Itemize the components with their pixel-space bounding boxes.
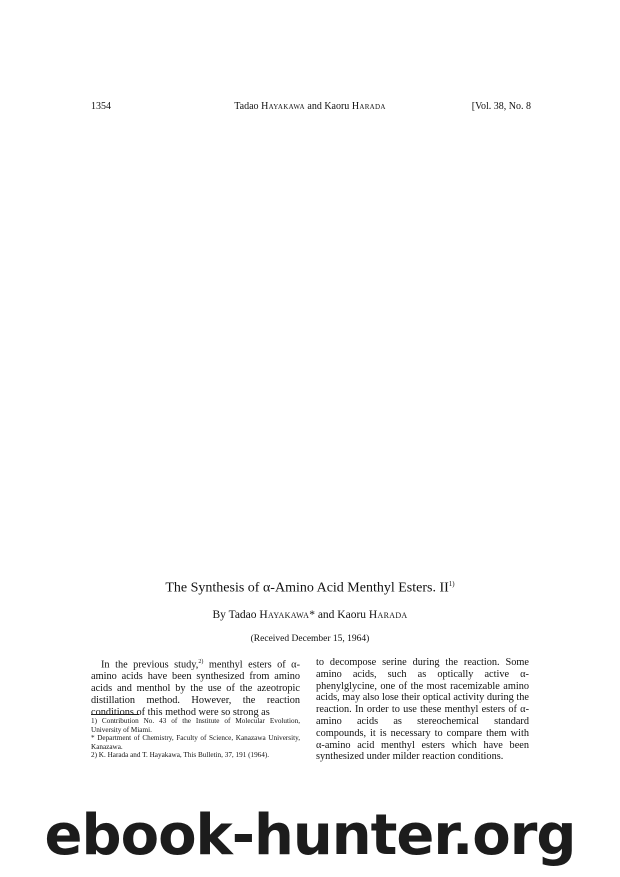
footnote-1: 1) Contribution No. 43 of the Institute of Molecular Evolution, University of Miami. — [91, 717, 300, 734]
article-title — [0, 580, 620, 597]
footnote-2: 2) K. Harada and T. Hayakawa, This Bulletin, 37, 191 (1964). — [91, 751, 270, 760]
footnote-rule — [91, 714, 139, 715]
article-title-text: The Synthesis of α-Amino Acid Menthyl Esters. II — [165, 580, 449, 596]
title-footnote-mark: 1) — [448, 580, 455, 588]
running-head-and: and Kaoru — [304, 101, 352, 112]
byline-affiliation-mark: * — [309, 609, 315, 621]
footnote-affiliation: * Department of Chemistry, Faculty of Science, Kanazawa University, Kanazawa. — [91, 734, 300, 751]
body-left-text-1: In the previous study, — [101, 659, 199, 671]
body-left-text-2: menthyl esters of α-amino acids have been synthesized from amino acids and menthol by the use of the azeotropic distillation method. However, the reaction conditions of this method were so strong as — [91, 659, 301, 718]
byline-surname-1: Hayakawa — [259, 609, 310, 621]
running-head-surname-1: Hayakawa — [261, 101, 305, 112]
byline — [0, 609, 620, 621]
byline-prefix: By Tadao — [212, 609, 260, 621]
watermark: ebook-hunter.org — [44, 803, 576, 868]
footnotes — [91, 717, 300, 760]
body-column-right: to decompose serine during the reaction. Some amino acids, such as optically active α-phenylglycine, one of the most racemizable amino acids, may also lose their optical activity during the reaction. In order to use these menthyl esters of α-amino acids as stereochemical standard compounds, it is necessary to compare them with α-amino acid menthyl esters which have been synthesized under milder reaction conditions. — [316, 657, 529, 763]
received-date: (Received December 15, 1964) — [250, 634, 370, 644]
running-head-name-1: Tadao — [234, 101, 262, 112]
citation-ref-2: 2) — [198, 659, 204, 665]
running-head-surname-2: Harada — [351, 101, 386, 112]
byline-and: and Kaoru — [314, 609, 369, 621]
body-column-left — [91, 657, 300, 718]
running-head-volume: [Vol. 38, No. 8 — [471, 101, 531, 112]
page-number: 1354 — [91, 101, 111, 112]
byline-surname-2: Harada — [368, 609, 408, 621]
